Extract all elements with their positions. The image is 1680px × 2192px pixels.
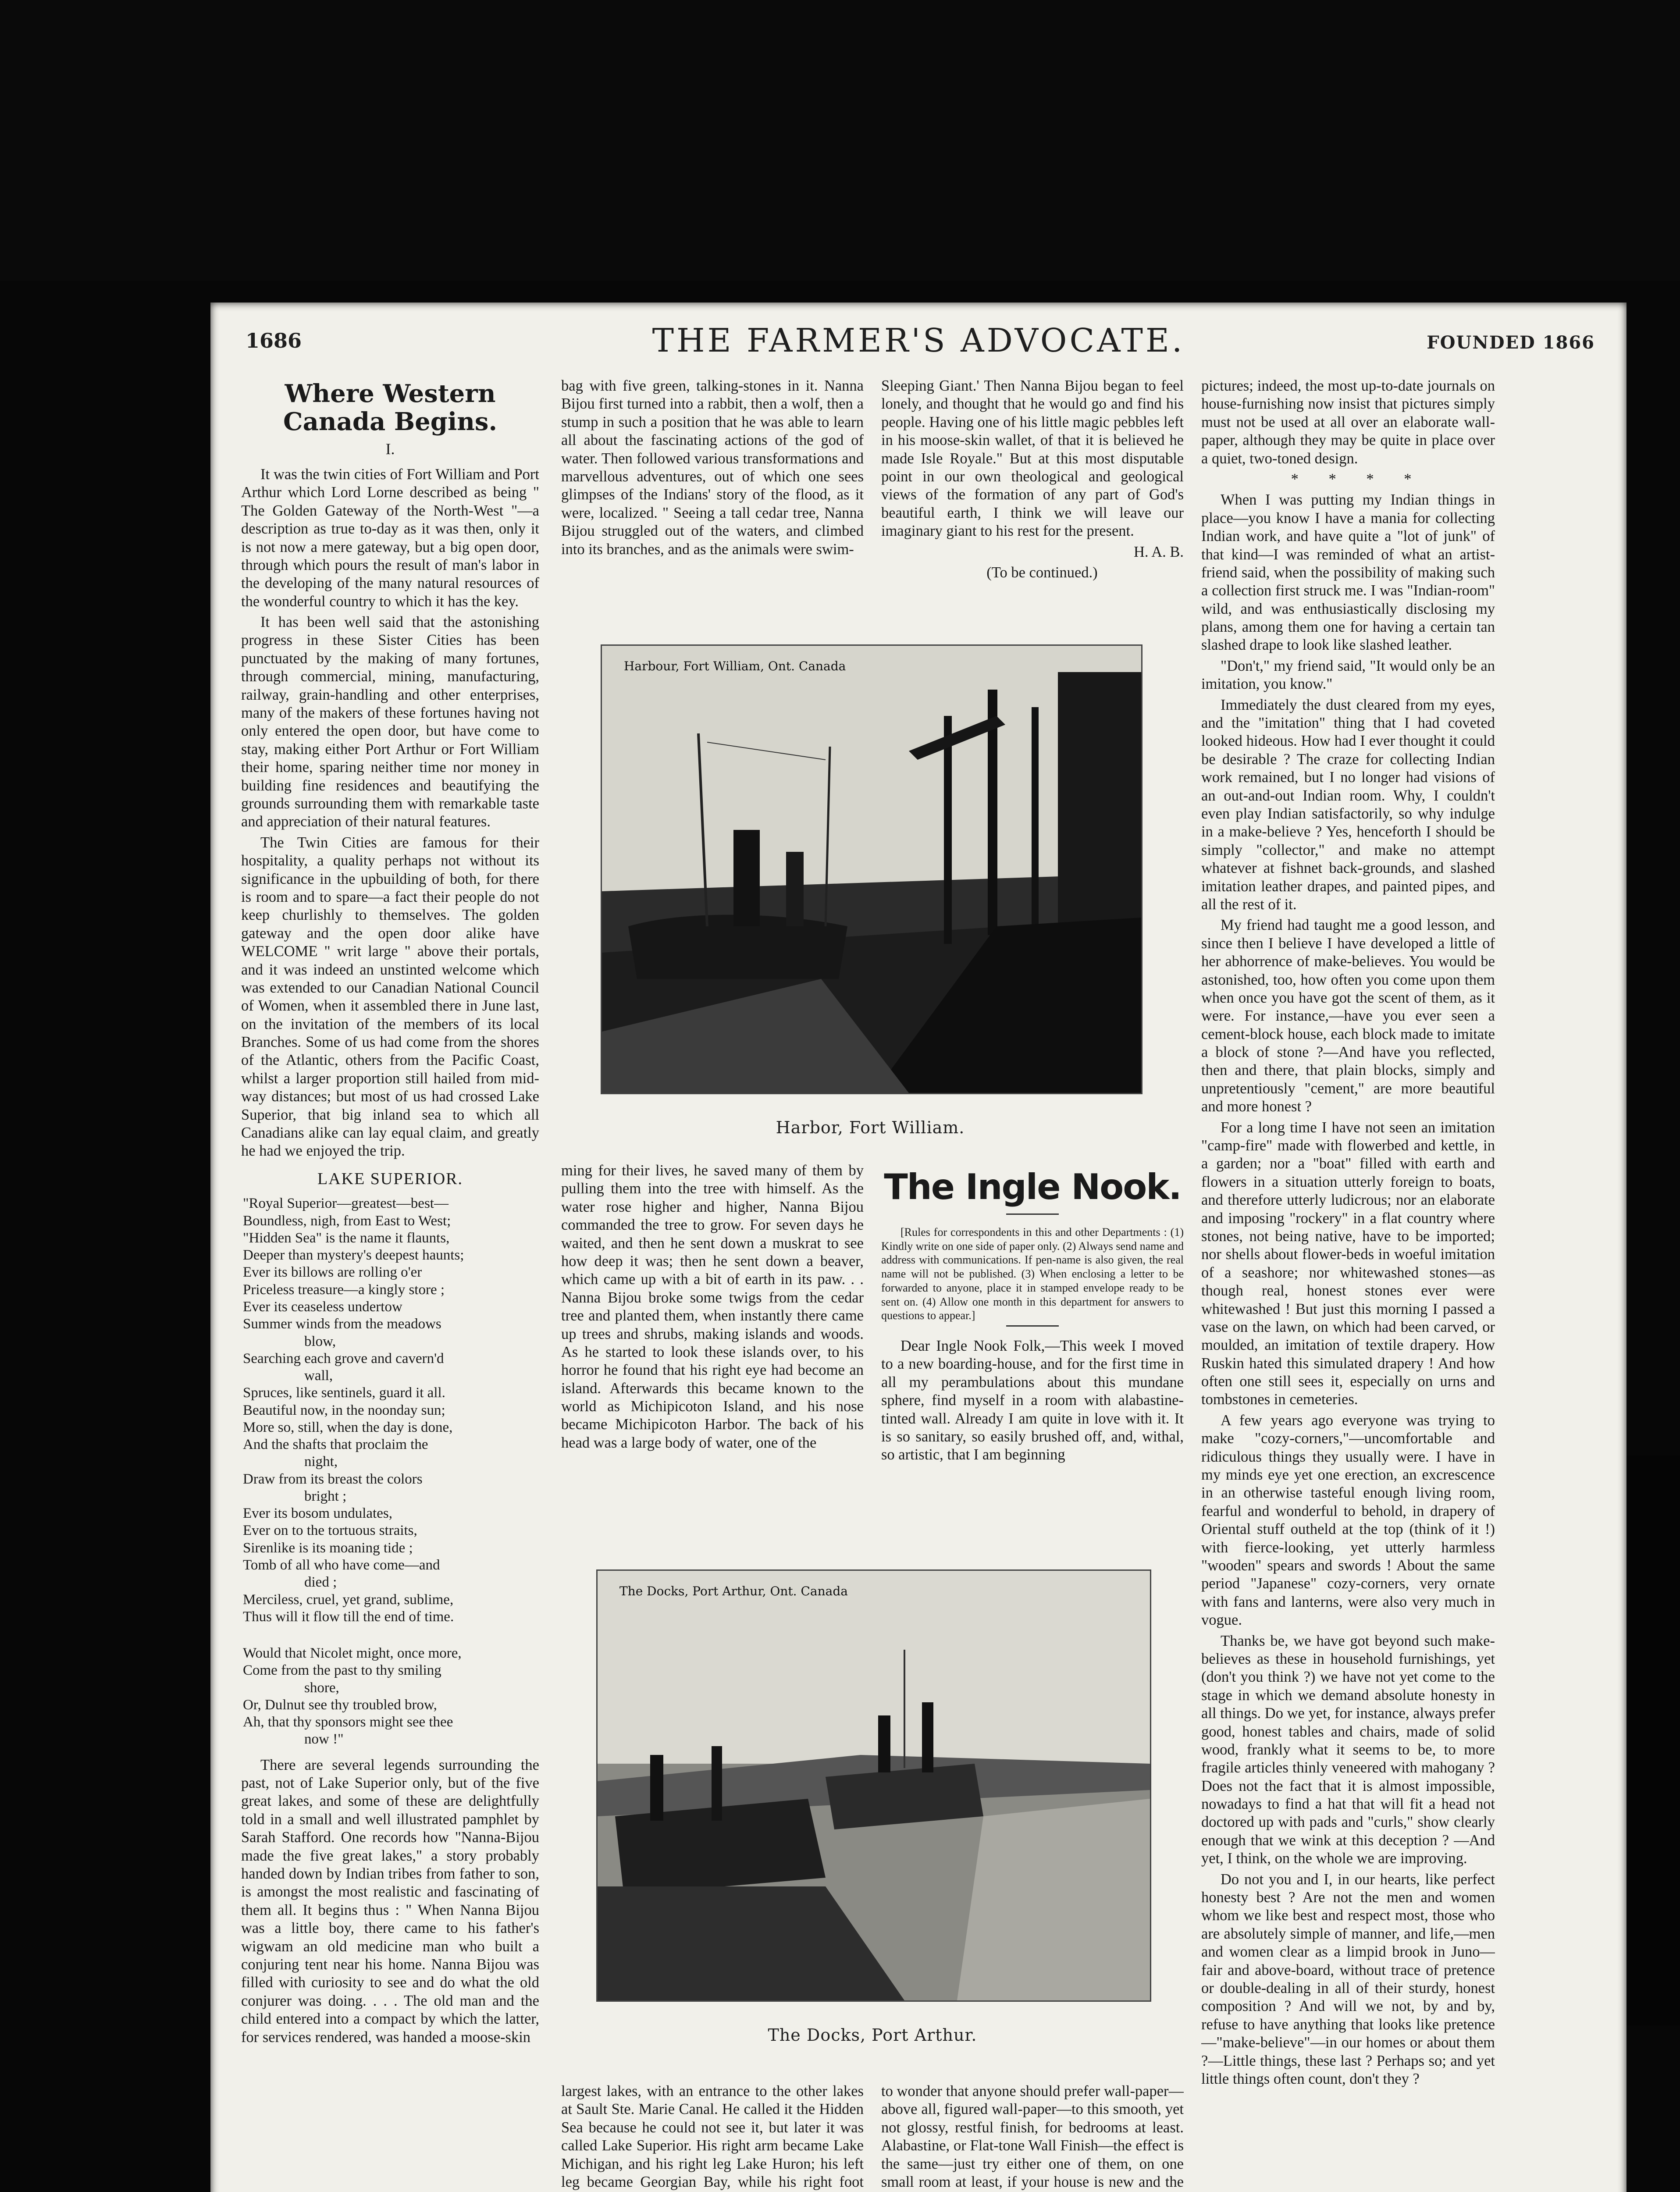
poem-line: Sirenlike is its moaning tide ;	[243, 1540, 413, 1556]
poem-line: Ever on to the tortuous straits,	[243, 1523, 417, 1539]
paragraph: It has been well said that the astonishing progress in these Sister Cities has been punctuated by the making of many fortunes, through commercial, mining, manufacturing, railway, grain-handling and other enterprises, many of the makers of these fortunes having not only entered the open door, but have come to stay, making either Port Arthur or Fort William their home, sparing neither time nor money in building fine residences and beautifying the grounds surrounding them with remarkable taste and appreciation of their natural features.	[241, 614, 539, 830]
paragraph: Immediately the dust cleared from my eyes, and the "imitation" thing that I had coveted looked hideous. How had I ever thought it could be desirable ? The craze for collecting Indian work remained, but I no longer had visions of an out-and-out Indian room. Why, I couldn't even play Indian satisfactorily, so why indulge in a make-believe ? Yes, henceforth I should be simply "collector," and make no attempt whatever at fishnet back-grounds, and slashed imitation leather drapes, and painted pipes, and all the rest of it.	[1201, 696, 1495, 913]
poem-line: Spruces, like sentinels, guard it all.	[243, 1385, 445, 1401]
paragraph: Do not you and I, in our hearts, like perfect honesty best ? Are not the men and women whom we like best and respect most, those who are absolutely simple of manner, and life,—men and women clear as a limpid brook in Juno—fair and above-board, without trace of pretence or double-dealing in all of their sturdy, honest composition ? And will we not, by and by, refuse to have anything that looks like pretence—"make-believe"—in our homes or about them ?—Little things, these last ? Perhaps so; and yet little things often count, don't they ?	[1201, 1871, 1495, 2087]
column-3-top	[881, 377, 1184, 640]
paragraph: bag with five green, talking-stones in it. Nanna Bijou first turned into a rabbit, then a wolf, then a stump in such a position that he was able to learn all about the fascinating actions of the god of water. Then followed various transformations and marvellous adventures, out of which one sees glimpses of the Indians' story of the flood, as it were, localized. " Seeing a tall cedar tree, Nanna Bijou struggled out of the waters, and climbed into its branches, and as the animals were swim-	[561, 377, 864, 558]
poem-line: Or, Dulnut see thy troubled brow,	[243, 1697, 437, 1713]
photo-label: The Docks, Port Arthur, Ont. Canada	[619, 1584, 848, 1598]
column-1	[241, 377, 539, 2192]
section-rule	[1006, 1325, 1059, 1327]
poem-line: Come from the past to thy smiling	[243, 1662, 441, 1679]
author-signature: H. A. B.	[1133, 543, 1184, 560]
column-2-top	[561, 377, 864, 640]
poem	[241, 1195, 539, 1748]
paragraph: Thanks be, we have got beyond such make-believes as these in household furnishings, yet (don't you think ?) we have not yet come to the stage in which we demand absolute honesty in all things. Do we yet, for instance, always prefer good, honest tables and chairs, made of solid wood, frankly what it seems to be, to more fragile articles thinly veneered with mahogany ? Does not the fact that it is almost impossible, nowadays to find a hat that will fit a head not doctored up with pads and "curls," show clearly enough that we wink at this deception ? —And yet, I think, on the whole we are improving.	[1201, 1632, 1495, 1867]
poem-line: Ever its ceaseless undertow	[243, 1299, 402, 1315]
poem-line	[243, 1626, 539, 1645]
poem-line: "Royal Superior—greatest—best—	[243, 1196, 448, 1212]
paragraph: to wonder that anyone should prefer wall-paper—above all, figured wall-paper—to this smooth, yet not glossy, restful finish, for bedrooms at least. Alabastine, or Flat-tone Wall Finish—the effect is the same—just try either one of them, on one small room at least, if your house is new and the	[881, 2083, 1184, 2190]
paragraph: For a long time I have not seen an imitation "camp-fire" made with flowerbed and kettle, in a garden; nor a "boat" filled with earth and flowers in a situation utterly foreign to boats, and therefore utterly ludicrous; nor an elaborate and imposing "rockery" in a flat country where stones, not being native, have to be imported; nor shells about flower-beds in woeful imitation of a seashore; nor whitewashed stones—as though real, honest stones ever were whitewashed ! But just this morning I passed a vase on the lawn, on which had been carved, or moulded, an imitation of textile drapery. How Ruskin hated this simulated drapery ! And how often one still sees it, especially on urns and tombstones in cemeteries.	[1201, 1119, 1495, 1408]
column-2-bottom	[561, 2082, 864, 2192]
newspaper-page	[210, 302, 1627, 2192]
continued-note: (To be continued.)	[986, 564, 1098, 581]
paragraph: There are several legends surrounding the past, not of Lake Superior only, but of the five great lakes, and some of these are delightfully told in a small and well illustrated pamphlet by Sarah Stafford. One records how "Nanna-Bijou made the five great lakes," a story probably handed down by Indian tribes from father to son, is amongst the most realistic and fascinating of them all. It begins thus : " When Nanna Bijou was a little boy, there came to his father's wigwam an old medicine man who built a conjuring tent near his home. Nanna Bijou was filled with curiosity to see and do what the old conjurer was doing. . . . The old man and the child entered into a compact by which the latter, for services rendered, was handed a moose-skin	[241, 1756, 539, 2046]
paragraph: When I was putting my Indian things in place—you know I have a mania for collecting Indian work, and have quite a "lot of junk" of that kind—I was reminded of what an artist-friend said, when the possibility of making such a collection first struck me. I was "Indian-room" wild, and was enthusiastically disclosing my plans, among them one for having a certain tan slashed drape to look like slashed leather.	[1201, 491, 1495, 654]
column-4	[1201, 377, 1495, 2192]
poem-line: More so, still, when the day is done,	[243, 1419, 453, 1435]
section-stars: * * * *	[1291, 470, 1425, 488]
poem-line: Draw from its breast the colors	[243, 1471, 423, 1487]
photo-docks-port-arthur	[596, 1569, 1151, 2002]
poem-line: Summer winds from the meadows	[243, 1316, 441, 1332]
paragraph: Sleeping Giant.' Then Nanna Bijou began to feel lonely, and thought that he would go and find his people. Having one of his little magic pebbles left in his moose-skin wallet, of that it is believed he made Isle Royale." But at this most disputable point in our own theological and geological views of the formation of any part of God's beautiful earth, I think we will leave our imaginary giant to his rest for the present.	[881, 377, 1184, 540]
poem-line: Would that Nicolet might, once more,	[243, 1645, 462, 1662]
page-header	[210, 302, 1627, 364]
harbor-illustration	[602, 646, 1141, 1093]
poem-line: "Hidden Sea" is the name it flaunts,	[243, 1230, 450, 1246]
paragraph: Dear Ingle Nook Folk,—This week I moved to a new boarding-house, and for the first time in all my perambulations about this mundane sphere, find myself in a room with alabastine-tinted wall. Already I am quite in love with it. It is so sanitary, so easily brushed off, and, withal, so artistic, that I am beginning	[881, 1338, 1184, 1463]
photo-caption: Harbor, Fort William.	[776, 1118, 965, 1137]
docks-illustration	[598, 1571, 1150, 2000]
founded-date: FOUNDED 1866	[1427, 332, 1595, 353]
masthead: THE FARMER'S ADVOCATE.	[652, 322, 1185, 359]
paragraph: A few years ago everyone was trying to make "cozy-corners,"—uncomfortable and ridiculous things they usually were. I have in my minds eye yet one erection, an excrescence in an otherwise tasteful enough living room, fearful and wonderful to behold, in drapery of Oriental stuff outheld at the top (think of it !) with fierce-looking, yet utterly harmless "wooden" spears and swords ! About the same period "Japanese" cozy-corners, very ornate with fans and lanterns, were also very much in vogue.	[1201, 1412, 1495, 1629]
paragraph: ming for their lives, he saved many of them by pulling them into the tree with himself. As the water rose higher and higher, Nanna Bijou commanded the tree to grow. For seven days he waited, and then he sent down a muskrat to see how deep it was; then he sent down a beaver, which came up with a bit of earth in its paw. . . Nanna Bijou broke some twigs from the cedar tree and planted them, when instantly there came up trees and shrubs, making islands and woods. As he started to look these islands over, to his horror he found that his right eye had become an island. Afterwards this became known to the world as Michipicoton Island, and his nose became Michipicoton Harbor. The back of his head was a large body of water, one of the	[561, 1162, 864, 1451]
poem-line: Beautiful now, in the noonday sun;	[243, 1402, 445, 1418]
photo-label: Harbour, Fort William, Ont. Canada	[624, 659, 846, 673]
column-2-middle	[561, 1162, 864, 1556]
scan-border-top	[0, 0, 1680, 281]
poem-line: died ;	[304, 1574, 337, 1591]
rules-notice: [Rules for correspondents in this and other Departments : (1) Kindly write on one side of paper only. (2) Always send name and address with communications. If pen-name is also given, the real name will not be published. (3) When enclosing a letter to be forwarded to anyone, place it in stamped envelope ready to be sent on. (4) Allow one month in this department for answers to questions to appear.]	[881, 1226, 1184, 1322]
photo-harbor-fort-william	[601, 644, 1143, 1094]
poem-line: Ever its bosom undulates,	[243, 1505, 392, 1522]
poem-line: Ever its billows are rolling o'er	[243, 1264, 422, 1281]
poem-line: And the shafts that proclaim the	[243, 1437, 428, 1453]
paragraph: largest lakes, with an entrance to the other lakes at Sault Ste. Marie Canal. He called it the Hidden Sea because he could not see it, but later it was called Lake Superior. His right arm became Lake Michigan, and his right leg Lake Huron; his left leg became Georgian Bay, while his right foot	[561, 2083, 864, 2190]
section-numeral: I.	[385, 440, 395, 458]
poem-line: Thus will it flow till the end of time.	[243, 1608, 454, 1625]
paragraph: It was the twin cities of Fort William and Port Arthur which Lord Lorne described as being " The Golden Gateway of the North-West "—a description as true to-day as it was then, only it is not now a mere gateway, but a big open door, through which pours the result of man's labor in the developing of the many natural resources of the wonderful country to which it has the key.	[241, 466, 539, 610]
ingle-nook-title: The Ingle Nook.	[884, 1167, 1181, 1207]
column-3-bottom	[881, 2082, 1184, 2192]
poem-line: Ah, that thy sponsors might see thee	[243, 1714, 453, 1730]
poem-line: night,	[304, 1454, 338, 1470]
paragraph: My friend had taught me a good lesson, and since then I believe I have developed a little of her abhorrence of make-believes. You would be astonished, too, how often you come upon them when once you have got the scent of them, as it were. For instance,—have you ever seen a cement-block house, each block made to imitate a block of stone ?—And have you reflected, then and there, that plain blocks, simply and unpretentiously "cement," are more beautiful and more honest ?	[1201, 917, 1495, 1115]
poem-line: wall,	[304, 1368, 333, 1384]
paragraph: pictures; indeed, the most up-to-date journals on house-furnishing now insist that pictures simply must not be used at all over an elaborate wall-paper, although they may be quite in place over a quiet, two-toned design.	[1201, 377, 1495, 467]
poem-line: blow,	[304, 1333, 336, 1349]
title-rule	[1006, 1213, 1059, 1215]
column-3-ingle-nook	[881, 1162, 1184, 1569]
poem-line: shore,	[304, 1680, 339, 1696]
poem-line: bright ;	[304, 1488, 347, 1504]
page-number: 1686	[246, 329, 302, 352]
subhead-lake-superior: LAKE SUPERIOR.	[317, 1169, 463, 1188]
poem-line: Merciless, cruel, yet grand, sublime,	[243, 1591, 454, 1608]
photo-caption: The Docks, Port Arthur.	[768, 2025, 977, 2045]
poem-line: Deeper than mystery's deepest haunts;	[243, 1247, 464, 1263]
paragraph: The Twin Cities are famous for their hospitality, a quality perhaps not without its significance in the upbuilding of both, for there is room and to spare—a fact their people do not keep churlishly to themselves. The golden gateway and the open door alike have WELCOME " writ large " above their portals, and it was indeed an unstinted welcome which was extended to our Canadian National Council of Women, when it assembled there in June last, on the invitation of the members of its local Branches. Some of us had come from the shores of the Atlantic, others from the Pacific Coast, whilst a larger proportion still hailed from mid-way distances; but most of us had crossed Lake Superior, that big inland sea to which all Canadians alike can lay equal claim, and greatly he had we enjoyed the trip.	[241, 834, 539, 1160]
poem-line: Tomb of all who have come—and	[243, 1557, 440, 1573]
poem-line: Boundless, nigh, from East to West;	[243, 1213, 451, 1229]
poem-line: Searching each grove and cavern'd	[243, 1350, 444, 1366]
paragraph: "Don't," my friend said, "It would only be an imitation, you know."	[1201, 657, 1495, 693]
article-title: Where Western Canada Begins.	[283, 379, 497, 437]
poem-line: now !"	[304, 1731, 344, 1747]
poem-line: Priceless treasure—a kingly store ;	[243, 1281, 445, 1298]
